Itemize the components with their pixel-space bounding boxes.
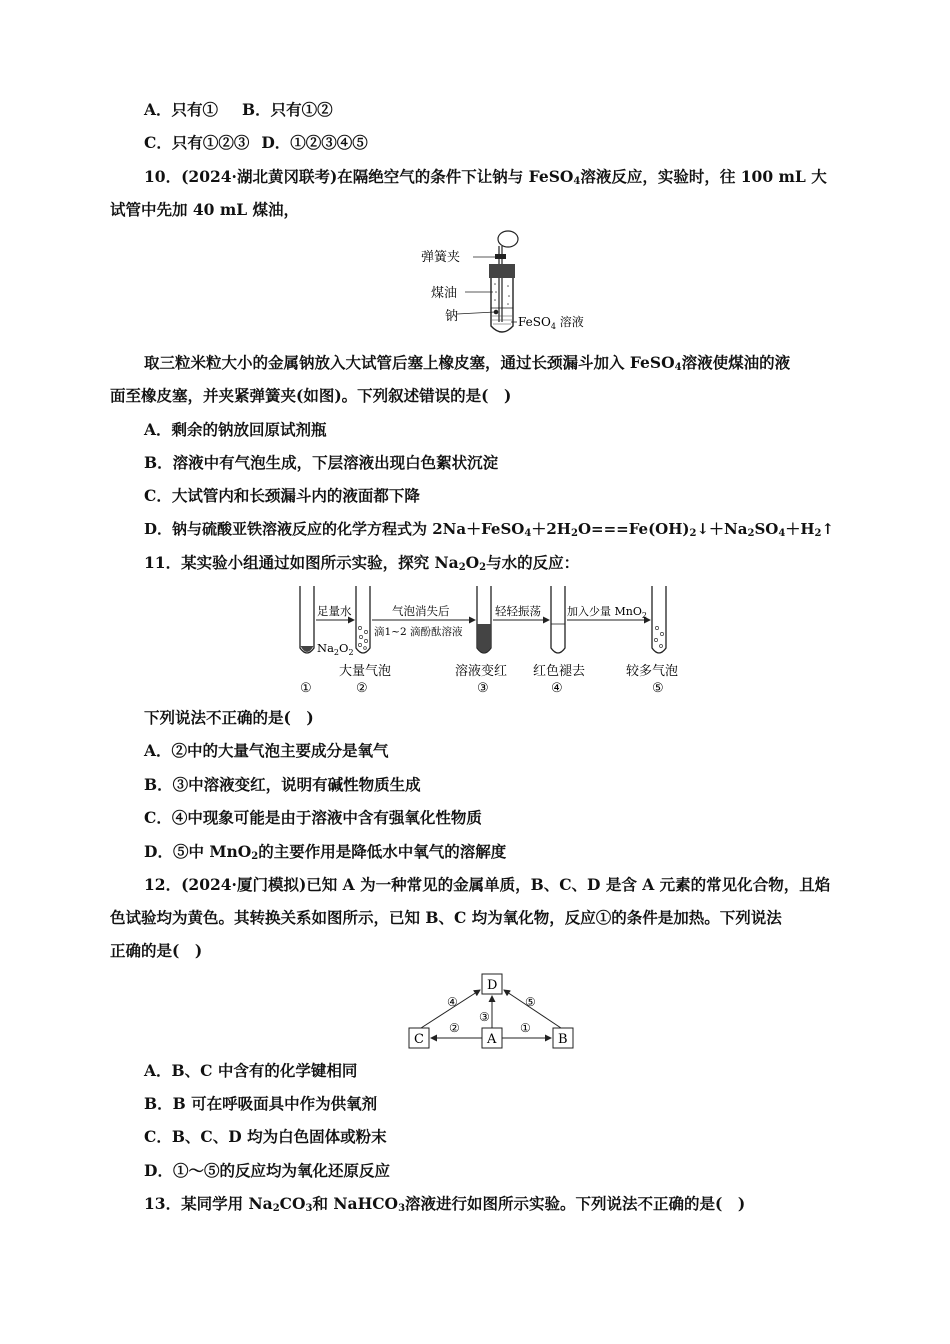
tube-number-4: ④ (551, 681, 563, 696)
label-D: D (487, 978, 498, 993)
q12-stem-line1: 12．(2024·厦门模拟)已知 A 为一种常见的金属单质，B、C、D 是含 A 元素的常见化合物，且焰 (144, 875, 831, 894)
q10-stem-line1 (144, 167, 827, 187)
spring-clip (495, 254, 506, 259)
q12-stem-line3: 正确的是( ) (110, 941, 203, 960)
funnel-bulb (498, 231, 518, 247)
tube-number-2: ② (356, 681, 368, 696)
q10-stem-line4: 面至橡皮塞，并夹紧弹簧夹(如图)。下列叙述错误的是( ) (110, 386, 512, 405)
na2o2-label: $Na_2O_2$ (317, 641, 354, 657)
q9-option-d: D．①②③④⑤ (261, 133, 368, 152)
caption-4: 红色褪去 (533, 664, 586, 679)
arrow1-label: 足量水 (317, 604, 352, 618)
caption-5: 较多气泡 (626, 664, 679, 679)
q12-option-b: B．B 可在呼吸面具中作为供氧剂 (144, 1094, 378, 1113)
reaction-3: ③ (479, 1010, 490, 1024)
q11-experiment-figure (290, 580, 700, 698)
rubber-stopper (489, 264, 515, 278)
tube-number-1: ① (300, 681, 312, 696)
q10-option-c: C．大试管内和长颈漏斗内的液面都下降 (144, 486, 420, 505)
q9-options-ab (144, 100, 333, 120)
q11-option-c: C．④中现象可能是由于溶液中含有强氧化性物质 (144, 808, 482, 827)
arrow4-label: 加入少量 MnO$_2$ (567, 605, 647, 620)
label-C: C (414, 1032, 424, 1047)
q13-stem: 13．某同学用 $Na_2CO_3$和 NaHCO$_3$溶液进行如图所示实验。下列说法不正确的是( ) (144, 1194, 746, 1214)
q10-option-a: A．剩余的钠放回原试剂瓶 (144, 420, 327, 439)
label-B: B (558, 1032, 568, 1047)
test-tube-1 (300, 586, 314, 653)
caption-2: 大量气泡 (339, 664, 392, 679)
q10-option-d: D．钠与硫酸亚铁溶液反应的化学方程式为 $2Na+FeSO_4+2H_2O===Fe(OH)_2↓+Na_2SO_4+H_2↑$ (144, 520, 835, 539)
q9-option-b: B．只有①② (242, 100, 333, 119)
test-tube-4 (551, 586, 565, 653)
q11-option-a: A．②中的大量气泡主要成分是氧气 (144, 741, 389, 760)
arrow2-bottom-label: 滴1~2 滴酚酞溶液 (374, 626, 463, 638)
q12-option-c: C．B、C、D 均为白色固体或粉末 (144, 1127, 387, 1146)
reaction-4: ④ (447, 995, 458, 1009)
tube-number-5: ⑤ (652, 681, 664, 696)
q10-stem-line2: 试管中先加 40 mL 煤油， (110, 200, 300, 219)
q12-option-d: D．①～⑤的反应均为氧化还原反应 (144, 1161, 390, 1180)
label-clip: 弹簧夹 (421, 250, 461, 265)
label-A: A (487, 1032, 497, 1047)
arrow3-label: 轻轻振荡 (495, 604, 541, 618)
q11-ask: 下列说法不正确的是( ) (144, 708, 314, 727)
q11-option-b: B．③中溶液变红，说明有碱性物质生成 (144, 775, 421, 794)
q12-stem-line2: 色试验均为黄色。其转换关系如图所示，已知 B、C 均为氧化物，反应①的条件是加热。下列说法 (110, 908, 782, 927)
q10-stem-text: 10．(2024·湖北黄冈联考)在隔绝空气的条件下让钠与 FeSO (144, 167, 574, 186)
q10-stem-text: 溶液使煤油的液 (681, 353, 791, 372)
subscript: 4 (674, 362, 682, 373)
q12-option-a: A．B、C 中含有的化学键相同 (144, 1061, 358, 1080)
test-tube-2 (356, 586, 370, 653)
q10-stem-text: 溶液反应，实验时，往 100 mL 大 (580, 167, 827, 186)
tube-number-3: ③ (477, 681, 489, 696)
caption-3: 溶液变红 (455, 664, 508, 679)
q12-conversion-diagram (403, 968, 578, 1050)
label-kerosene: 煤油 (431, 286, 458, 301)
q11-stem: 11．某实验小组通过如图所示实验，探究 $Na_2O_2$与水的反应： (144, 553, 580, 573)
q9-options-cd (144, 133, 368, 153)
q10-stem-text: 取三粒米粒大小的金属钠放入大试管后塞上橡皮塞，通过长颈漏斗加入 FeSO (144, 353, 675, 372)
test-tube-5 (652, 586, 666, 653)
q10-apparatus-figure (415, 226, 584, 342)
label-sodium: 钠 (445, 309, 459, 324)
q10-option-b: B．溶液中有气泡生成，下层溶液出现白色絮状沉淀 (144, 453, 499, 472)
q9-option-a: A．只有① (144, 100, 219, 119)
reaction-5: ⑤ (525, 995, 536, 1009)
q9-option-c: C．只有①②③ (144, 133, 250, 152)
q10-stem-line3 (144, 353, 790, 373)
q11-option-d: D．⑤中 MnO$_2$的主要作用是降低水中氧气的溶解度 (144, 842, 507, 862)
reaction-2: ② (449, 1021, 460, 1035)
label-solution: FeSO$_4$ 溶液 (518, 315, 584, 331)
subscript: 4 (573, 176, 581, 187)
arrow2-top-label: 气泡消失后 (392, 604, 450, 618)
reaction-1: ① (520, 1021, 531, 1035)
